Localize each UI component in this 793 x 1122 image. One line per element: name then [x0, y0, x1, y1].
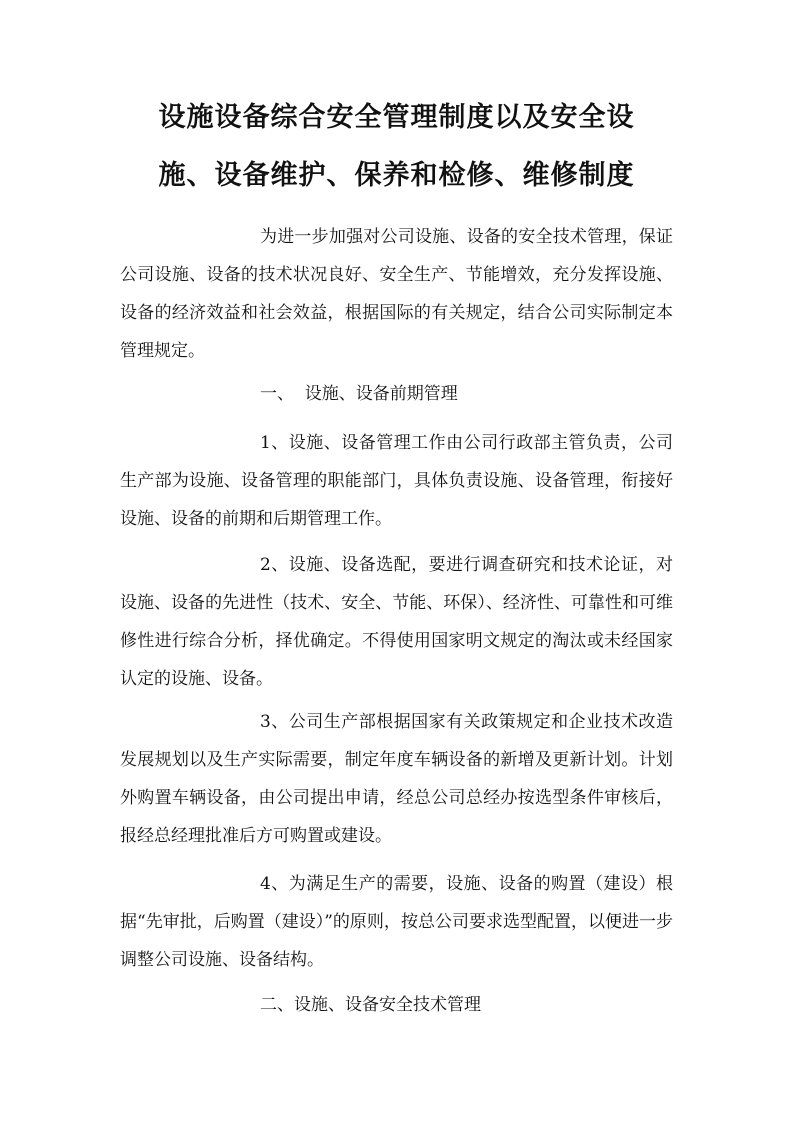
- item-1-paragraph: 1、设施、设备管理工作由公司行政部主管负责，公司生产部为设施、设备管理的职能部门，具体负责设施、设备管理，衔接好设施、设备的前期和后期管理工作。: [120, 433, 673, 529]
- item-2-paragraph: 2、设施、设备选配，要进行调查研究和技术论证，对设施、设备的先进性（技术、安全、节能、环保）、经济性、可靠性和可维修性进行综合分析，择优确定。不得使用国家明文规定的淘汰或未经国家认定的设施、设备。: [120, 555, 673, 689]
- document-title-line-2: 施、设备维护、保养和检修、维修制度: [158, 160, 635, 191]
- intro-paragraph: 为进一步加强对公司设施、设备的安全技术管理，保证公司设施、设备的技术状况良好、安全生产、节能增效，充分发挥设施、设备的经济效益和社会效益，根据国际的有关规定，结合公司实际制定本管理规定。: [120, 227, 673, 361]
- item-3-paragraph: 3、公司生产部根据国家有关政策规定和企业技术改造发展规划以及生产实际需要，制定年度车辆设备的新增及更新计划。计划外购置车辆设备，由公司提出申请，经总公司总经办按选型条件审核后，报经总经理批准后方可购置或建设。: [120, 712, 673, 846]
- section-1-heading: 一、 设施、设备前期管理: [260, 384, 458, 404]
- item-4-paragraph: 4、为满足生产的需要，设施、设备的购置（建设）根据“先审批，后购置（建设）”的原则，按总公司要求选型配置，以便进一步调整公司设施、设备结构。: [120, 874, 673, 970]
- document-title-line-1: 设施设备综合安全管理制度以及安全设: [158, 102, 635, 133]
- section-2-heading: 二、设施、设备安全技术管理: [260, 995, 481, 1015]
